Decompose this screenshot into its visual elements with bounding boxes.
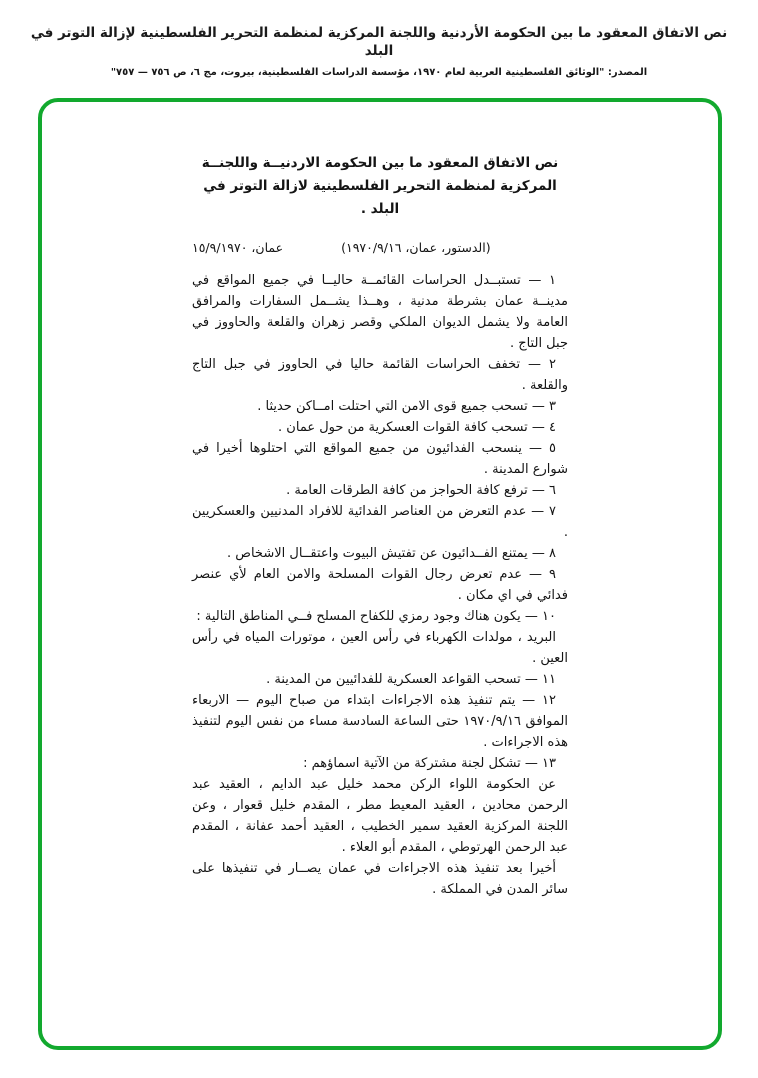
page-header-title: نص الاتفاق المعقود ما بين الحكومة الأردنية واللجنة المركزية لمنظمة التحرير الفلسطينية لإزالة التوتر في البلد xyxy=(30,25,728,59)
document-body xyxy=(192,270,568,900)
clause-5: ٥ — ينسحب الفدائيون من جميع المواقع التي احتلوها أخيرا في شوارع المدينة . xyxy=(192,441,568,477)
document-title xyxy=(192,152,568,221)
document-title-line-2: المركزية لمنظمة التحرير الفلسطينية لازالة التوتر في البلد . xyxy=(203,178,557,217)
page-header-source: المصدر: "الوثائق الفلسطينية العربية لعام ١٩٧٠، مؤسسة الدراسات الفلسطينية، بيروت، مج ٦، ص ٧٥٦ — ٧٥٧" xyxy=(110,67,648,78)
clause-10: ١٠ — يكون هناك وجود رمزي للكفاح المسلح فــي المناطق التالية : xyxy=(196,609,556,624)
dateline xyxy=(192,237,568,258)
clause-9: ٩ — عدم تعرض رجال القوات المسلحة والامن العام لأي عنصر فدائي في اي مكان . xyxy=(192,567,568,603)
dateline-source: (الدستور، عمان، ١٩٧٠/٩/١٦) xyxy=(341,240,491,255)
clause-13: ١٣ — تشكل لجنة مشتركة من الآتية اسماؤهم : xyxy=(303,756,556,771)
document-content xyxy=(192,152,568,900)
clause-8: ٨ — يمتنع الفــدائيون عن تفتيش البيوت واعتقــال الاشخاص . xyxy=(226,546,556,561)
page-header xyxy=(0,0,758,78)
clause-7: ٧ — عدم التعرض من العناصر الفدائية للافراد المدنيين والعسكريين . xyxy=(192,504,568,540)
clause-4: ٤ — تسحب كافة القوات العسكرية من حول عمان . xyxy=(278,420,556,435)
green-document-frame xyxy=(38,98,722,1050)
clause-12: ١٢ — يتم تنفيذ هذه الاجراءات ابتداء من صباح اليوم — الاربعاء الموافق ١٩٧٠/٩/١٦ حتى الساعة السادسة مساء من نفس اليوم لتنفيذ هذه الاجراءات . xyxy=(192,693,568,750)
clause-11: ١١ — تسحب القواعد العسكرية للفدائيين من المدينة . xyxy=(266,672,556,687)
closing-note: أخيرا بعد تنفيذ هذه الاجراءات في عمان يصــار في تنفيذها على سائر المدن في المملكة . xyxy=(192,861,568,897)
clause-2: ٢ — تخفف الحراسات القائمة حاليا في الحاووز في جبل التاج والقلعة . xyxy=(192,357,568,393)
document-title-line-1: نص الاتفاق المعقود ما بين الحكومة الاردنيــة واللجنــة xyxy=(201,155,559,171)
committee-names: عن الحكومة اللواء الركن محمد خليل عبد الدايم ، العقيد عبد الرحمن محادين ، العقيد المعيط مطر ، المقدم خليل قعوار ، وعن اللجنة المركزية العقيد سمير الخطيب ، العقيد أحمد عفانة ، المقدم عبد الرحمن الهرتوطي ، المقدم أبو العلاء . xyxy=(192,777,568,855)
clause-6: ٦ — ترفع كافة الحواجز من كافة الطرقات العامة . xyxy=(286,483,556,498)
clause-3: ٣ — تسحب جميع قوى الامن التي احتلت امــاكن حديثا . xyxy=(257,399,556,414)
clause-1: ١ — تستبــدل الحراسات القائمــة حاليــا في جميع المواقع في مدينــة عمان بشرطة مدنية ، وهــذا يشــمل السفارات والمرافق العامة ولا يشمل الديوان الملكي وقصر زهران والقلعة والحاووز في جبل التاج . xyxy=(192,273,568,351)
dateline-place-date: عمان، ١٥/٩/١٩٧٠ xyxy=(192,240,284,255)
clause-10-locations: البريد ، مولدات الكهرباء في رأس العين ، موتورات المياه في رأس العين . xyxy=(192,630,568,666)
